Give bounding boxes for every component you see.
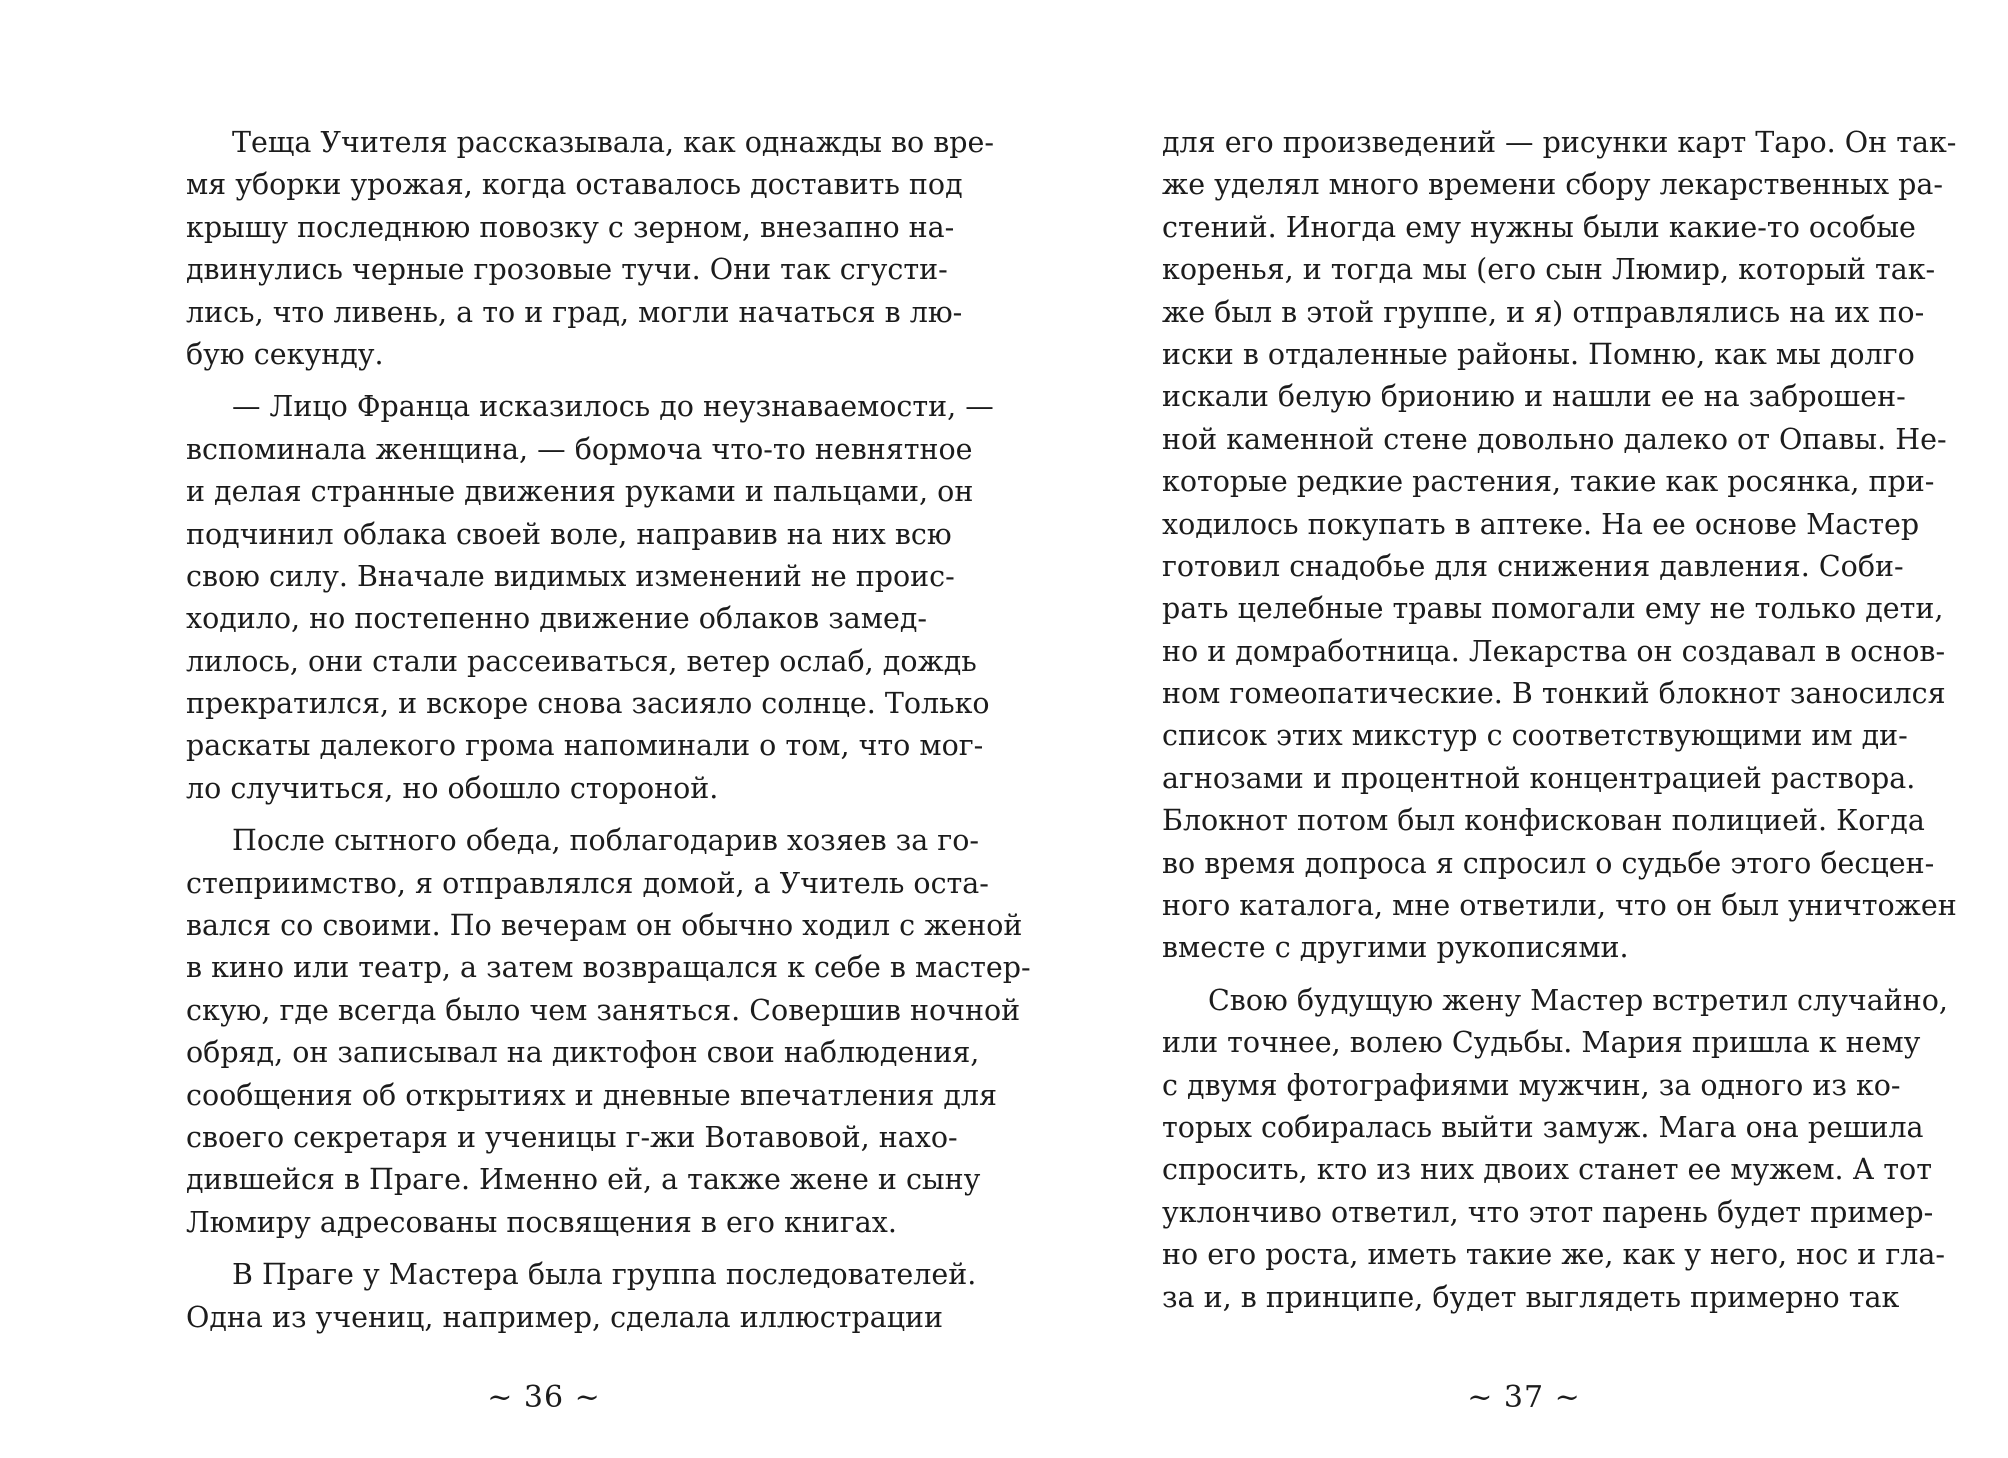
text-line: вспоминала женщина, — бормоча что-то невнятное — [186, 432, 973, 466]
text-line: которые редкие растения, такие как росянка, при- — [1162, 465, 1935, 499]
page-number: ~ 37 ~ — [1467, 1380, 1581, 1415]
left-page-text — [186, 122, 1031, 1339]
text-line: ходилось покупать в аптеке. На ее основе Мастер — [1162, 507, 1920, 541]
text-line: крышу последнюю повозку с зерном, внезапно на- — [186, 210, 955, 244]
text-line: уклончиво ответил, что этот парень будет пример- — [1162, 1195, 1934, 1229]
text-line: но и домработница. Лекарства он создавал в основ- — [1162, 634, 1946, 668]
text-line: лись, что ливень, а то и град, могли начаться в лю- — [186, 295, 963, 329]
text-line: коренья, и тогда мы (его сын Люмир, который так- — [1162, 253, 1936, 287]
text-line: список этих микстур с соответствующими им ди- — [1162, 719, 1908, 753]
text-line: В Праге у Мастера была группа последователей. — [232, 1258, 977, 1292]
text-line: свою силу. Вначале видимых изменений не проис- — [186, 559, 955, 593]
text-line: — Лицо Франца исказилось до неузнаваемости, — — [232, 390, 994, 424]
text-line: стений. Иногда ему нужны были какие-то особые — [1162, 210, 1916, 244]
text-line: двинулись черные грозовые тучи. Они так сгусти- — [186, 253, 948, 287]
right-page-text — [1162, 122, 1957, 1319]
text-line: агнозами и процентной концентрацией раствора. — [1162, 761, 1916, 795]
text-line: бую секунду. — [186, 337, 384, 371]
text-line: же был в этой группе, и я) отправлялись на их по- — [1162, 295, 1925, 329]
text-line: степриимство, я отправлялся домой, а Учитель оста- — [186, 866, 989, 900]
text-line: вался со своими. По вечерам он обычно ходил с женой — [186, 909, 1023, 943]
text-line: Одна из учениц, например, сделала иллюстрации — [186, 1300, 944, 1334]
text-line: подчинил облака своей воле, направив на них всю — [186, 517, 952, 551]
text-line: ном гомеопатические. В тонкий блокнот заносился — [1162, 677, 1946, 711]
text-line: ного каталога, мне ответили, что он был уничтожен — [1162, 889, 1957, 923]
right-page — [1004, 0, 2008, 1458]
text-line: же уделял много времени сбору лекарственных ра- — [1162, 168, 1943, 202]
text-line: Теща Учителя рассказывала, как однажды во вре- — [232, 126, 994, 159]
text-line: для его произведений — рисунки карт Таро. Он так- — [1162, 126, 1957, 159]
text-line: но его роста, иметь такие же, как у него, нос и гла- — [1162, 1238, 1945, 1272]
text-line: ло случиться, но обошло стороной. — [186, 771, 719, 805]
text-line: сообщения об открытиях и дневные впечатления для — [186, 1078, 997, 1112]
text-line: скую, где всегда было чем заняться. Совершив ночной — [186, 993, 1021, 1027]
text-line: лилось, они стали рассеиваться, ветер ослаб, дождь — [186, 644, 977, 678]
text-line: обряд, он записывал на диктофон свои наблюдения, — [186, 1036, 980, 1070]
text-line: раскаты далекого грома напоминали о том, что мог- — [186, 729, 984, 763]
text-line: рать целебные травы помогали ему не только дети, — [1162, 592, 1944, 626]
text-line: с двумя фотографиями мужчин, за одного из ко- — [1162, 1068, 1901, 1102]
text-line: своего секретаря и ученицы г-жи Вотавовой, нахо- — [186, 1120, 958, 1154]
text-line: прекратился, и вскоре снова засияло солнце. Только — [186, 687, 990, 721]
text-line: ной каменной стене довольно далеко от Опавы. Не- — [1162, 422, 1947, 456]
text-line: или точнее, волею Судьбы. Мария пришла к нему — [1162, 1026, 1921, 1060]
text-line: иски в отдаленные районы. Помню, как мы долго — [1162, 337, 1915, 371]
text-line: и делая странные движения руками и пальцами, он — [186, 475, 974, 509]
text-line: спросить, кто из них двоих станет ее мужем. А тот — [1162, 1153, 1932, 1187]
text-line: за и, в принципе, будет выглядеть примерно так — [1162, 1280, 1900, 1314]
page-number: ~ 36 ~ — [487, 1380, 601, 1415]
text-line: ходило, но постепенно движение облаков замед- — [186, 602, 928, 636]
text-line: Блокнот потом был конфискован полицией. Когда — [1162, 804, 1925, 838]
text-line: дившейся в Праге. Именно ей, а также жене и сыну — [186, 1163, 981, 1197]
text-line: После сытного обеда, поблагодарив хозяев за го- — [232, 824, 979, 858]
text-line: Свою будущую жену Мастер встретил случайно, — [1208, 983, 1948, 1017]
text-line: вместе с другими рукописями. — [1162, 931, 1629, 965]
text-line: искали белую брионию и нашли ее на заброшен- — [1162, 380, 1906, 414]
text-line: во время допроса я спросил о судьбе этого бесцен- — [1162, 846, 1935, 880]
text-line: в кино или театр, а затем возвращался к себе в мастер- — [186, 951, 1031, 985]
text-line: мя уборки урожая, когда оставалось доставить под — [186, 168, 963, 202]
text-line: Люмиру адресованы посвящения в его книгах. — [186, 1205, 897, 1239]
text-line: готовил снадобье для снижения давления. Соби- — [1162, 549, 1904, 583]
text-line: торых собиралась выйти замуж. Мага она решила — [1162, 1110, 1924, 1144]
